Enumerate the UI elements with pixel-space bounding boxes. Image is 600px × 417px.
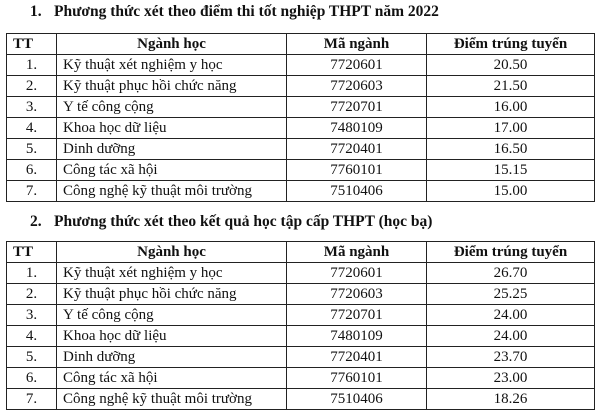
table-row (7, 347, 595, 368)
cell-major: Công nghệ kỹ thuật môi trường (57, 389, 287, 410)
cell-score: 18.26 (427, 389, 595, 410)
section-2-title (30, 213, 432, 231)
cell-tt: 7. (7, 181, 57, 202)
cell-code: 7720701 (287, 97, 427, 118)
table-header-row (7, 34, 595, 55)
section-title-text: Phương thức xét theo điểm thi tốt nghiệp THPT năm 2022 (54, 3, 439, 20)
cell-score: 16.50 (427, 139, 595, 160)
header-score: Điểm trúng tuyển (427, 34, 595, 55)
cell-score: 21.50 (427, 76, 595, 97)
header-score: Điểm trúng tuyển (427, 242, 595, 263)
cell-major: Kỹ thuật xét nghiệm y học (57, 263, 287, 284)
section-1-title (30, 3, 439, 21)
admission-table-transcript (6, 241, 595, 410)
cell-code: 7720401 (287, 347, 427, 368)
cell-code: 7510406 (287, 389, 427, 410)
cell-code: 7720701 (287, 305, 427, 326)
header-major: Ngành học (57, 34, 287, 55)
table-row (7, 389, 595, 410)
cell-tt: 5. (7, 347, 57, 368)
cell-major: Y tế công cộng (57, 305, 287, 326)
cell-code: 7720603 (287, 76, 427, 97)
admission-table-exam-scores (6, 33, 595, 202)
cell-score: 23.70 (427, 347, 595, 368)
cell-score: 16.00 (427, 97, 595, 118)
cell-major: Công tác xã hội (57, 160, 287, 181)
table-row (7, 284, 595, 305)
cell-tt: 2. (7, 284, 57, 305)
table-row (7, 55, 595, 76)
table-row (7, 305, 595, 326)
table-row (7, 97, 595, 118)
table-row (7, 139, 595, 160)
cell-tt: 6. (7, 160, 57, 181)
table-row (7, 368, 595, 389)
cell-code: 7720601 (287, 263, 427, 284)
cell-score: 15.00 (427, 181, 595, 202)
cell-tt: 4. (7, 326, 57, 347)
cell-code: 7720601 (287, 55, 427, 76)
cell-major: Dinh dưỡng (57, 347, 287, 368)
cell-tt: 4. (7, 118, 57, 139)
header-tt: TT (7, 242, 57, 263)
cell-score: 24.00 (427, 326, 595, 347)
cell-tt: 2. (7, 76, 57, 97)
table-row (7, 160, 595, 181)
cell-major: Kỹ thuật phục hồi chức năng (57, 284, 287, 305)
cell-tt: 1. (7, 263, 57, 284)
section-number: 1. (30, 3, 42, 20)
table-row (7, 181, 595, 202)
cell-score: 24.00 (427, 305, 595, 326)
cell-tt: 6. (7, 368, 57, 389)
cell-code: 7760101 (287, 368, 427, 389)
cell-major: Khoa học dữ liệu (57, 326, 287, 347)
table-row (7, 76, 595, 97)
cell-score: 25.25 (427, 284, 595, 305)
cell-score: 17.00 (427, 118, 595, 139)
section-title-text: Phương thức xét theo kết quả học tập cấp THPT (học bạ) (54, 213, 433, 230)
cell-code: 7510406 (287, 181, 427, 202)
cell-tt: 5. (7, 139, 57, 160)
header-code: Mã ngành (287, 242, 427, 263)
cell-code: 7480109 (287, 118, 427, 139)
cell-tt: 3. (7, 305, 57, 326)
header-tt: TT (7, 34, 57, 55)
cell-major: Dinh dưỡng (57, 139, 287, 160)
cell-tt: 7. (7, 389, 57, 410)
cell-tt: 1. (7, 55, 57, 76)
cell-major: Kỹ thuật phục hồi chức năng (57, 76, 287, 97)
cell-major: Kỹ thuật xét nghiệm y học (57, 55, 287, 76)
cell-score: 23.00 (427, 368, 595, 389)
cell-score: 20.50 (427, 55, 595, 76)
header-major: Ngành học (57, 242, 287, 263)
cell-score: 26.70 (427, 263, 595, 284)
cell-code: 7720401 (287, 139, 427, 160)
cell-score: 15.15 (427, 160, 595, 181)
cell-major: Y tế công cộng (57, 97, 287, 118)
cell-code: 7760101 (287, 160, 427, 181)
table-header-row (7, 242, 595, 263)
table-row (7, 118, 595, 139)
cell-tt: 3. (7, 97, 57, 118)
header-code: Mã ngành (287, 34, 427, 55)
cell-major: Khoa học dữ liệu (57, 118, 287, 139)
cell-major: Công nghệ kỹ thuật môi trường (57, 181, 287, 202)
cell-code: 7720603 (287, 284, 427, 305)
table-row (7, 326, 595, 347)
cell-code: 7480109 (287, 326, 427, 347)
table-row (7, 263, 595, 284)
cell-major: Công tác xã hội (57, 368, 287, 389)
section-number: 2. (30, 213, 42, 230)
